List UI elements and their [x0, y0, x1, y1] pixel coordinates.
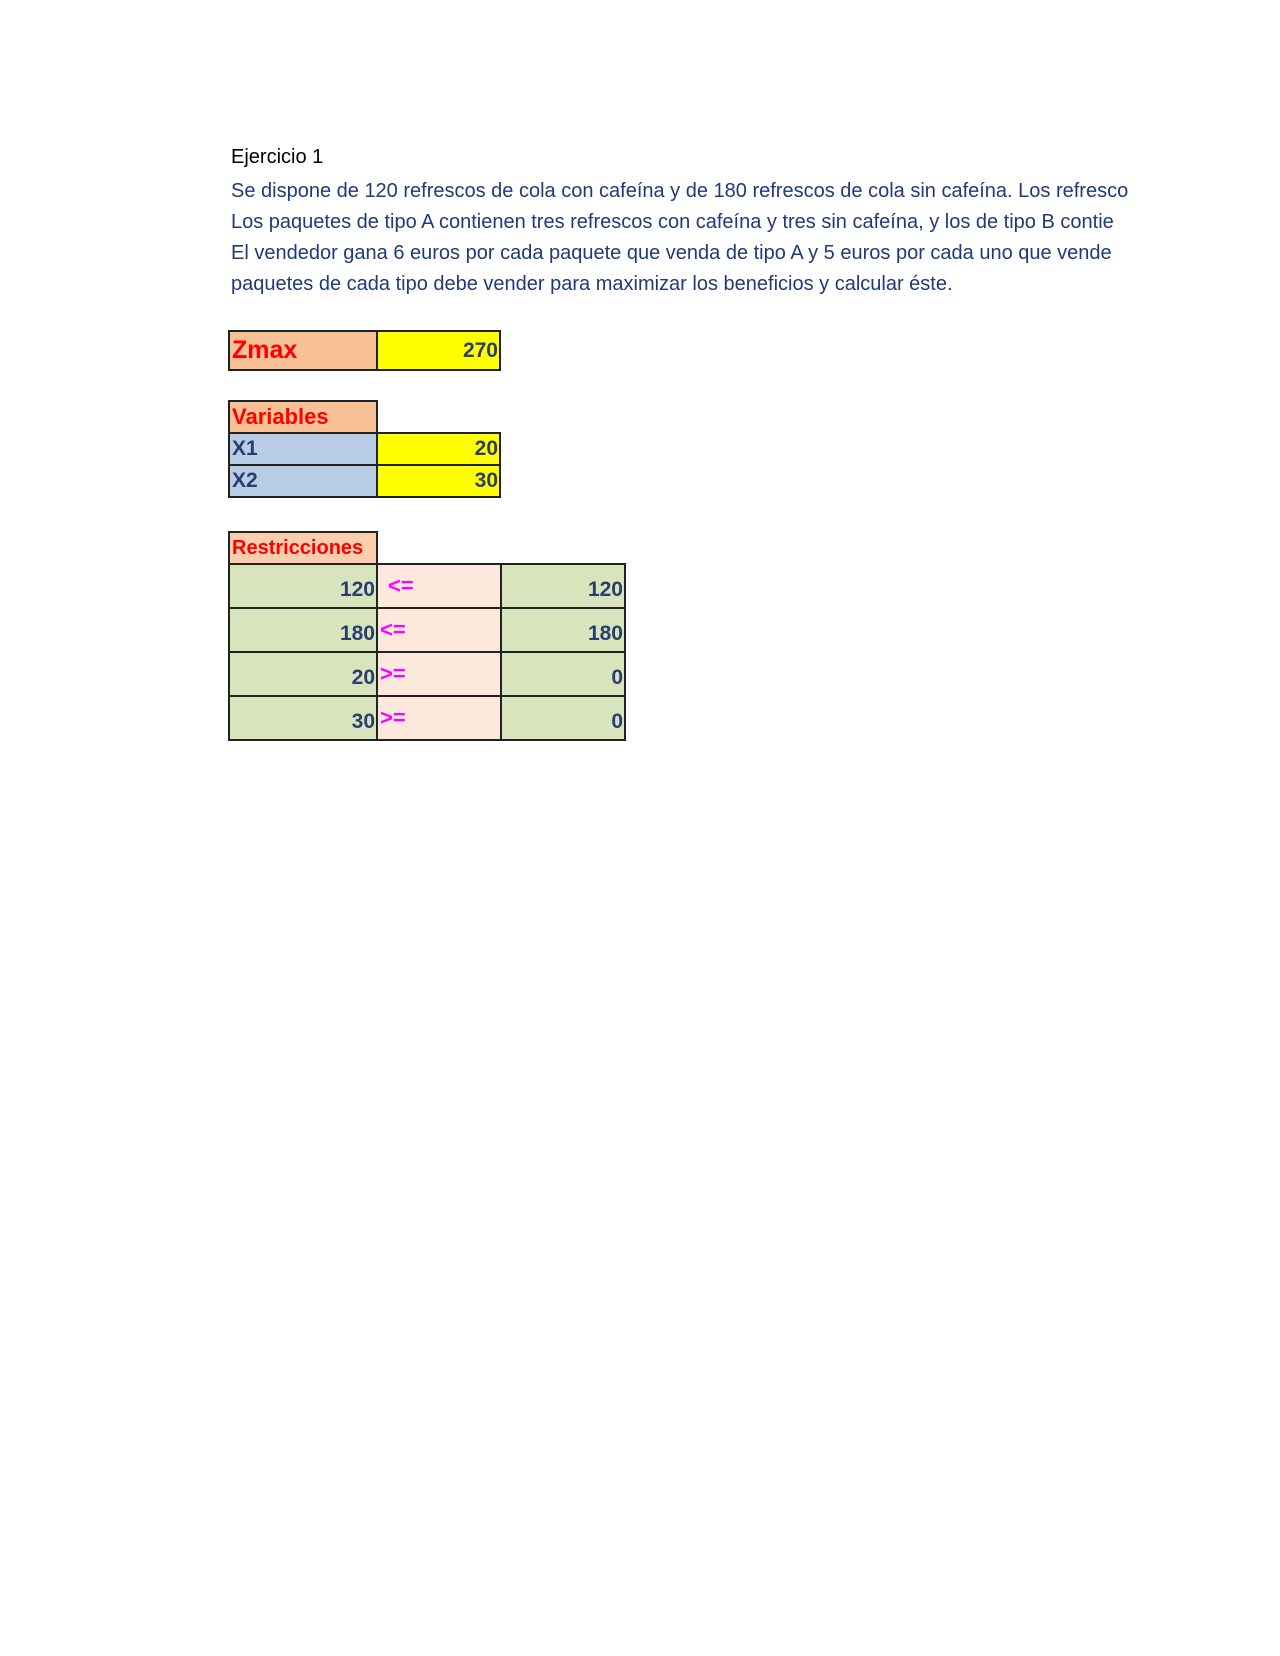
constraint-lhs-cell[interactable]: 30: [228, 695, 378, 741]
constraint-lhs-cell[interactable]: 180: [228, 607, 378, 653]
variables-header-cell[interactable]: Variables: [228, 400, 378, 434]
constraint-lhs-cell[interactable]: 120: [228, 563, 378, 609]
constraints-header-cell[interactable]: Restricciones: [228, 531, 378, 565]
constraint-rhs-cell[interactable]: 0: [500, 695, 626, 741]
constraint-operator-cell[interactable]: >=: [376, 651, 502, 697]
constraint-rhs-cell[interactable]: 120: [500, 563, 626, 609]
variable-name-cell[interactable]: X2: [228, 464, 378, 498]
variable-value-cell[interactable]: 20: [376, 432, 501, 466]
variable-value-cell[interactable]: 30: [376, 464, 501, 498]
problem-statement: [231, 176, 1151, 300]
statement-line: El vendedor gana 6 euros por cada paquete que venda de tipo A y 5 euros por cada uno que vende: [231, 242, 1112, 264]
variable-name-cell[interactable]: X1: [228, 432, 378, 466]
constraint-rhs-cell[interactable]: 180: [500, 607, 626, 653]
statement-line: Los paquetes de tipo A contienen tres refrescos con cafeína y tres sin cafeína, y los de tipo B contie: [231, 211, 1114, 233]
constraint-rhs-cell[interactable]: 0: [500, 651, 626, 697]
zmax-label-cell[interactable]: Zmax: [228, 330, 378, 371]
statement-line: paquetes de cada tipo debe vender para maximizar los beneficios y calcular éste.: [231, 273, 953, 295]
exercise-title: Ejercicio 1: [231, 146, 324, 168]
constraint-operator-cell[interactable]: <=: [376, 607, 502, 653]
constraint-operator-cell[interactable]: <=: [376, 563, 502, 609]
constraint-lhs-cell[interactable]: 20: [228, 651, 378, 697]
zmax-value-cell[interactable]: 270: [376, 330, 501, 371]
constraint-operator-cell[interactable]: >=: [376, 695, 502, 741]
statement-line: Se dispone de 120 refrescos de cola con cafeína y de 180 refrescos de cola sin cafeína. Los refresco: [231, 180, 1129, 202]
